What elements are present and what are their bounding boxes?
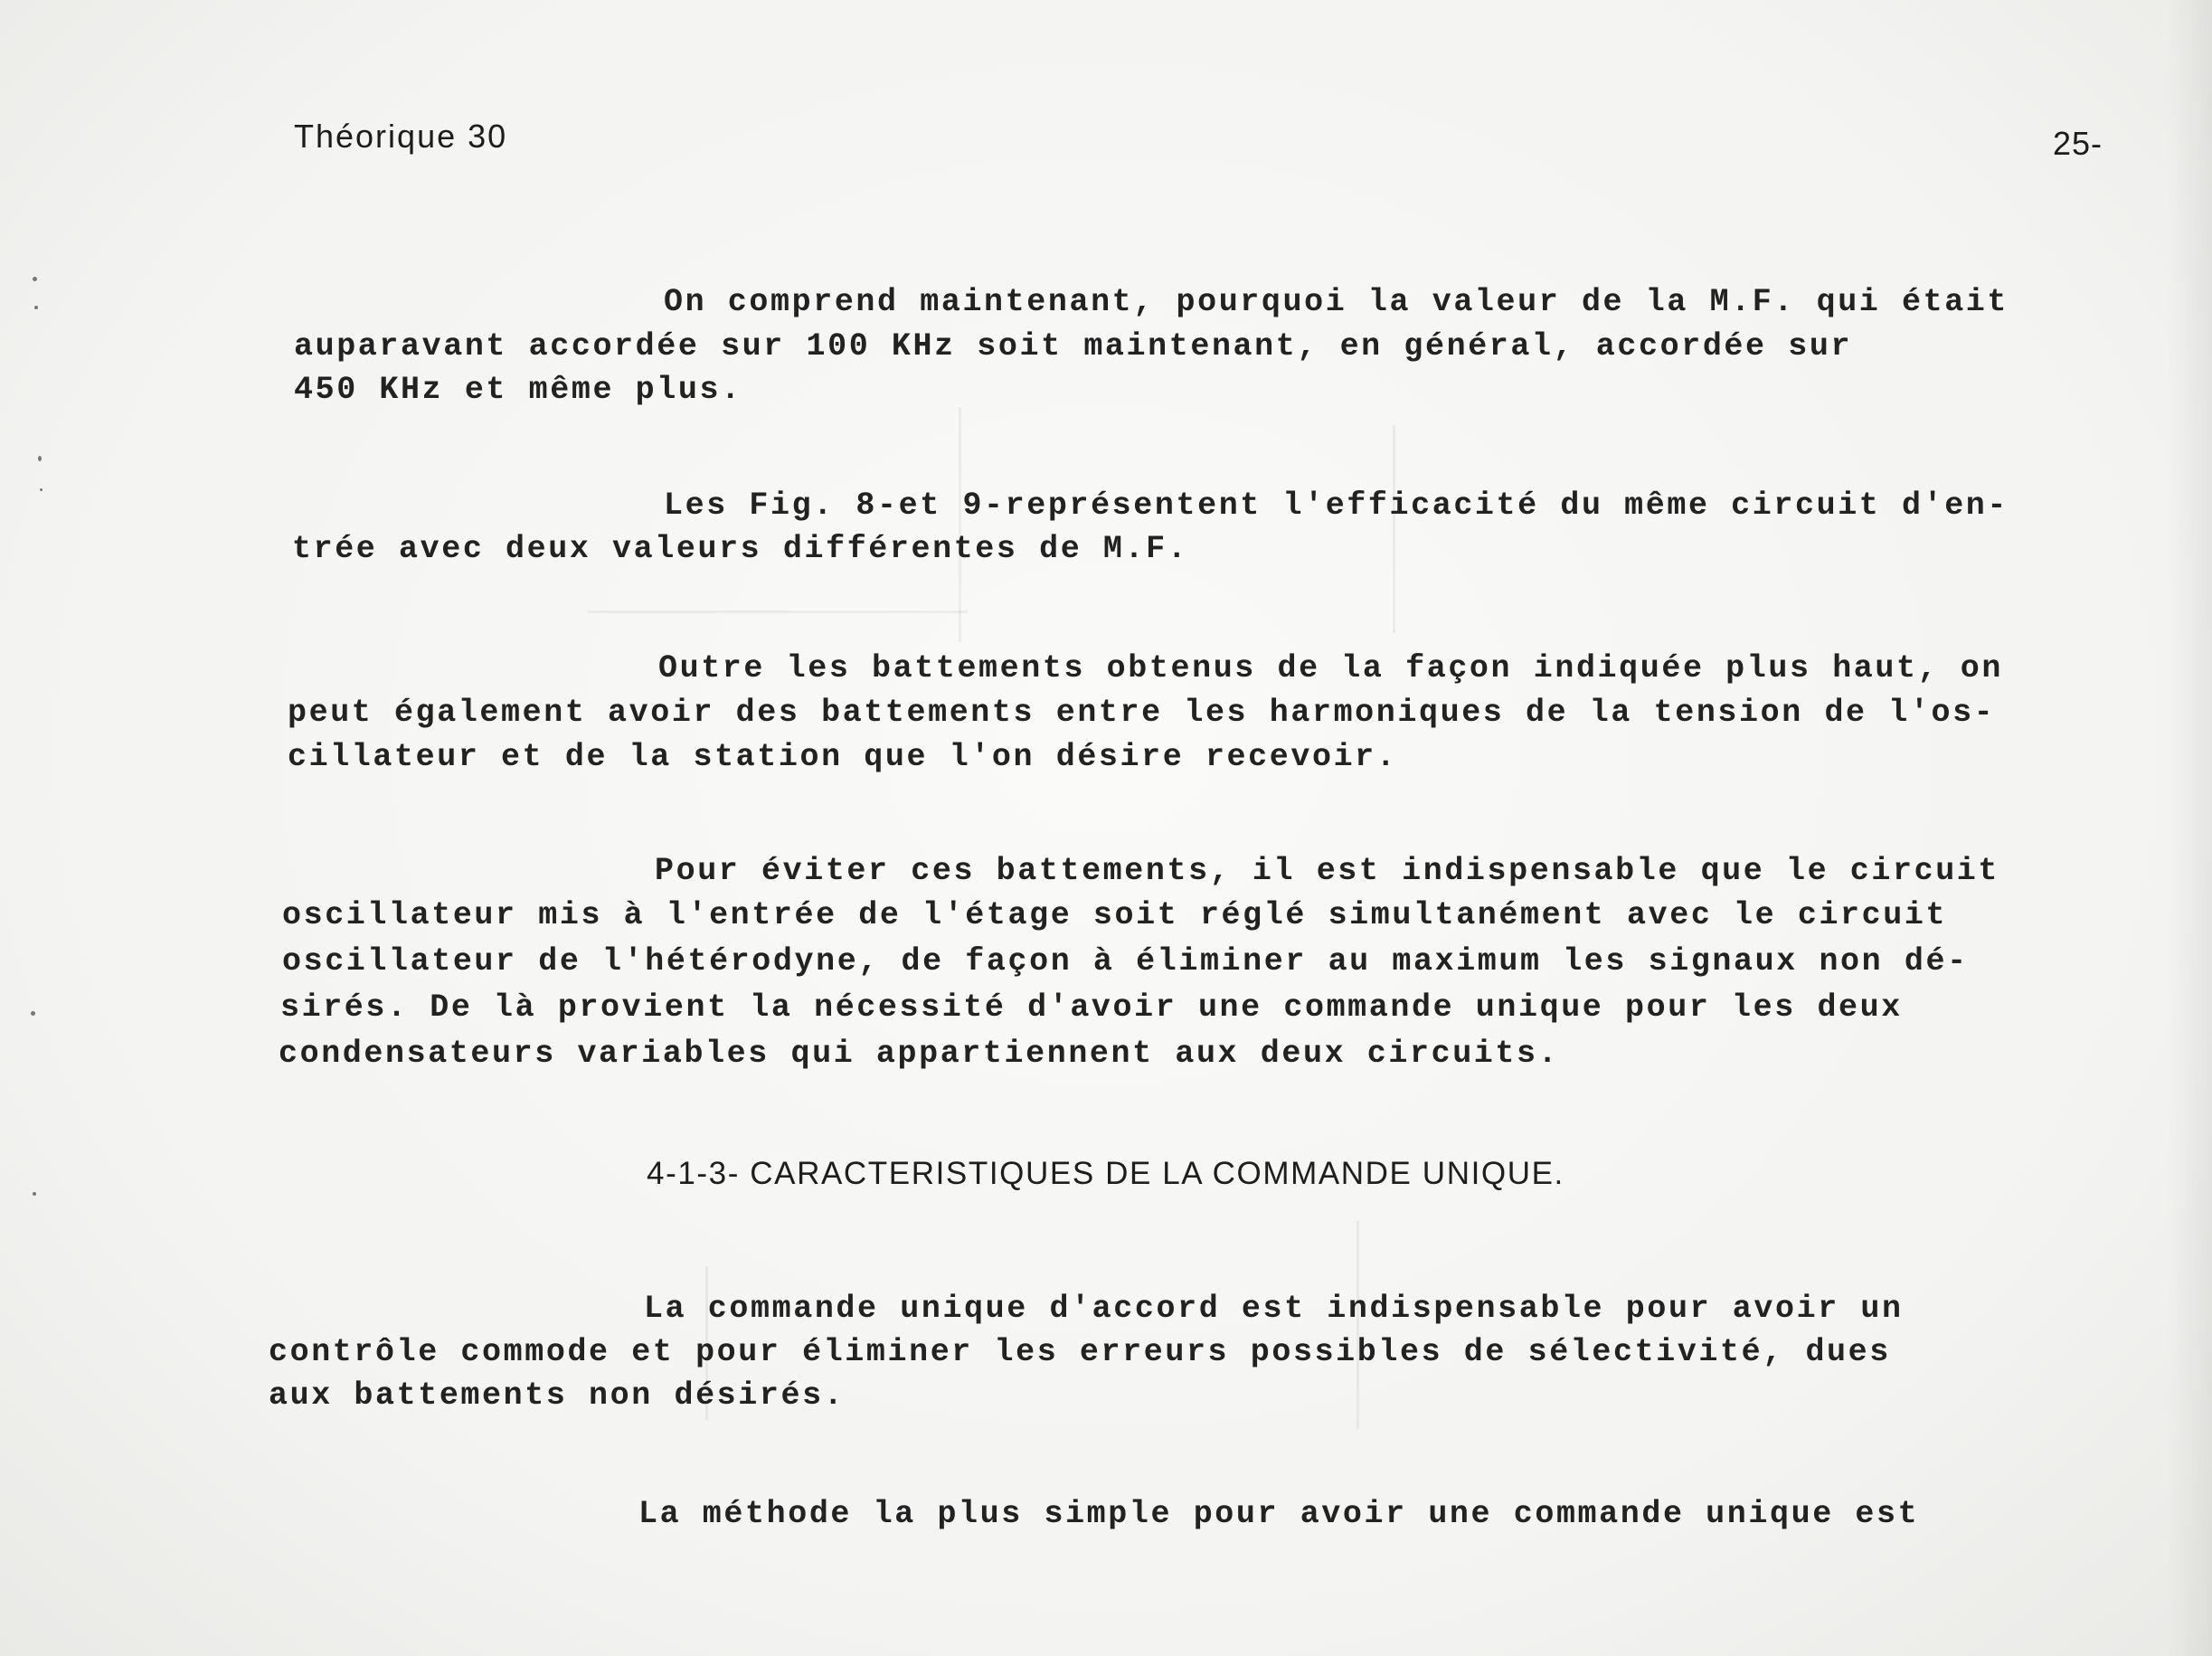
text-line: cillateur et de la station que l'on désire recevoir. <box>288 739 1398 775</box>
text-line: oscillateur mis à l'entrée de l'étage soit réglé simultanément avec le circuit <box>282 897 1948 933</box>
text-line: sirés. De là provient la nécessité d'avoir une commande unique pour les deux <box>280 989 1903 1026</box>
text-line: La commande unique d'accord est indispensable pour avoir un <box>644 1291 1904 1327</box>
scan-speck <box>31 1011 35 1016</box>
scan-speck <box>38 456 42 461</box>
scan-speck <box>33 277 37 281</box>
text-line: Outre les battements obtenus de la façon indiquée plus haut, on <box>658 650 2004 686</box>
scan-speck <box>40 488 43 491</box>
section-heading: 4-1-3- CARACTERISTIQUES DE LA COMMANDE UNIQUE. <box>647 1156 1564 1191</box>
scan-speck <box>33 1192 36 1196</box>
text-line: La méthode la plus simple pour avoir une commande unique est <box>638 1496 1920 1532</box>
text-line: peut également avoir des battements entre les harmoniques de la tension de l'os- <box>288 695 1996 731</box>
text-line: trée avec deux valeurs différentes de M.F. <box>292 531 1189 567</box>
text-line: contrôle commode et pour éliminer les erreurs possibles de sélectivité, dues <box>269 1334 1891 1370</box>
page-edge-shadow <box>2167 0 2212 1656</box>
text-line: 450 KHz et même plus. <box>294 372 742 408</box>
text-line: oscillateur de l'hétérodyne, de façon à éliminer au maximum les signaux non dé- <box>282 943 1969 979</box>
bleed-through-mark <box>588 610 968 613</box>
text-line: auparavant accordée sur 100 KHz soit maintenant, en général, accordée sur <box>294 328 1853 364</box>
text-line: On comprend maintenant, pourquoi la valeur de la M.F. qui était <box>664 284 2009 320</box>
page-number: 25- <box>2053 125 2103 162</box>
text-line: aux battements non désirés. <box>269 1377 846 1414</box>
text-line: Pour éviter ces battements, il est indispensable que le circuit <box>655 853 2000 889</box>
scan-speck <box>34 306 38 309</box>
document-title: Théorique 30 <box>294 118 508 155</box>
text-line: condensateurs variables qui appartiennent aux deux circuits. <box>279 1036 1560 1072</box>
bleed-through-mark <box>959 407 961 642</box>
text-line: Les Fig. 8-et 9-représentent l'efficacité du même circuit d'en- <box>664 487 2009 524</box>
bleed-through-mark <box>1393 425 1395 633</box>
